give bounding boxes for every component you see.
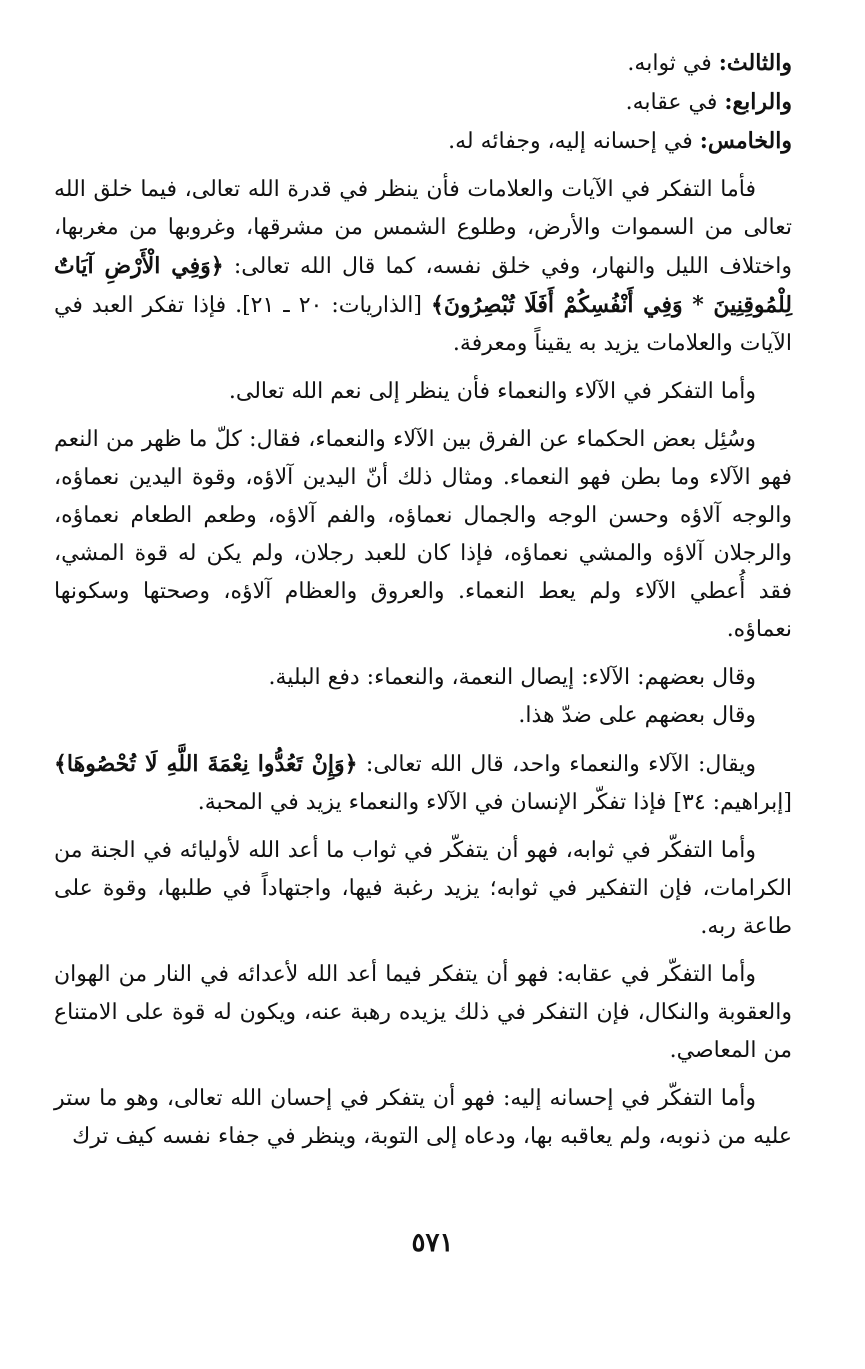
- list-text: في إحسانه إليه، وجفائه له.: [448, 129, 700, 154]
- paragraph-text: فأما التفكر في الآيات والعلامات فأن ينظر في قدرة الله تعالى، فيما خلق الله تعالى من السموات والأرض، وطلوع الشمس من مشرقها، وغروبها من مغربها، واختلاف الليل والنهار، وفي خلق نفسه، كما قال الله تعالى:: [54, 177, 792, 279]
- paragraph: وأما التفكّر في عقابه: فهو أن يتفكر فيما أعد الله لأعدائه في النار من الهوان والعقوبة والنكال، فإن التفكر في ذلك يزيده رهبة عنه، ويكون له قوة على الامتناع من المعاصي.: [54, 962, 792, 1063]
- list-item: [54, 44, 792, 83]
- paragraph: وأما التفكّر في ثوابه، فهو أن يتفكّر في ثواب ما أعد الله لأوليائه في الجنة من الكرامات، فإن التفكير في ثوابه؛ يزيد رغبة فيها، واجتهاداً في طلبها، وقوة على طاعة ربه.: [54, 838, 792, 939]
- list-item: [54, 83, 792, 122]
- list-label: والخامس:: [699, 128, 792, 154]
- list-label: والرابع:: [724, 89, 792, 115]
- paragraph: وسُئِل بعض الحكماء عن الفرق بين الآلاء والنعماء، فقال: كلّ ما ظهر من النعم فهو الآلاء وما بطن فهو النعماء. ومثال ذلك أنّ اليدين آلاؤه، وقوة اليدين نعماؤه، والوجه آلاؤه وحسن الوجه والجمال نعماؤه، والفم آلاؤه، وطعم الطعام نعماؤه، والرجلان آلاؤه والمشي نعماؤه، فإذا كان للعبد رجلان، ولم يكن له قوة المشي، فقد أُعطي الآلاء ولم يعط النعماء. والعروق والعظام آلاؤه، وصحتها وسكونها نعماؤه.: [54, 427, 792, 642]
- paragraph: [54, 745, 792, 822]
- paragraph: وأما التفكر في الآلاء والنعماء فأن ينظر إلى نعم الله تعالى.: [228, 379, 756, 404]
- paragraph-text: ويقال: الآلاء والنعماء واحد، قال الله تعالى:: [357, 752, 756, 777]
- page-number: ٥٧١: [411, 1228, 454, 1258]
- paragraph: [54, 171, 792, 363]
- quran-verse: ﴿وَإِنْ تَعُدُّوا نِعْمَةَ اللَّهِ لَا تُحْصُوهَا﴾: [54, 751, 358, 777]
- list-text: في ثوابه.: [627, 51, 719, 76]
- paragraph-text: [إبراهيم: ٣٤] فإذا تفكّر الإنسان في الآلاء والنعماء يزيد في المحبة.: [197, 790, 792, 815]
- list-text: في عقابه.: [625, 90, 725, 115]
- page-body: [54, 44, 792, 1166]
- quran-verse: ﴿وَفِي الْأَرْضِ آيَاتٌ لِلْمُوقِنِينَ * وَفِي أَنْفُسِكُمْ أَفَلَا تُبْصِرُونَ﴾: [54, 253, 793, 318]
- paragraph-text: [الذاريات: ٢٠ ـ ٢١]. فإذا تفكر العبد في الآيات والعلامات يزيد به يقيناً ومعرفة.: [54, 293, 792, 356]
- paragraph: وقال بعضهم على ضدّ هذا.: [518, 703, 756, 728]
- list-label: والثالث:: [718, 50, 792, 76]
- list-item: [54, 122, 792, 161]
- paragraph: وأما التفكّر في إحسانه إليه: فهو أن يتفكر في إحسان الله تعالى، وهو ما ستر عليه من ذنوبه، ولم يعاقبه بها، ودعاه إلى التوبة، وينظر في جفاء نفسه كيف ترك: [54, 1086, 792, 1149]
- paragraph: وقال بعضهم: الآلاء: إيصال النعمة، والنعماء: دفع البلية.: [268, 665, 756, 690]
